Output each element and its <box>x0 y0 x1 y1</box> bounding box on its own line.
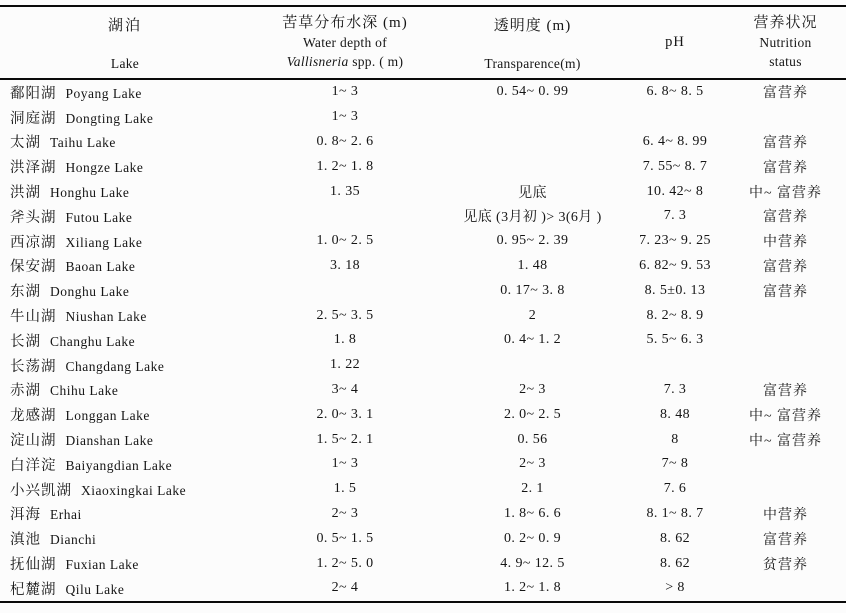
nutrition-status-value: 中~ 富营养 <box>748 433 823 449</box>
lake-name-en: Chihu Lake <box>50 383 119 399</box>
nutrition-status-value: 富营养 <box>763 532 808 548</box>
water-depth-value: 1. 5~ 2. 1 <box>316 431 374 447</box>
header-transparence <box>440 6 625 79</box>
transparence-value: 见底 (3月初 )> 3(6月 ) <box>463 210 602 226</box>
table-row <box>0 79 846 105</box>
lake-name-cell <box>0 526 250 551</box>
lake-name-en: Niushan Lake <box>65 309 147 325</box>
lake-name-cn: 长湖 <box>10 333 41 350</box>
transparence-value: 0. 54~ 0. 99 <box>496 84 569 100</box>
water-depth-value: 1~ 3 <box>331 456 359 472</box>
ph-value: 8. 5±0. 13 <box>644 282 706 298</box>
water-depth-value: 2~ 3 <box>331 505 359 521</box>
header-depth-cn: 苦草分布水深 (m) <box>282 15 408 31</box>
table-row <box>0 551 846 576</box>
transparence-value: 4. 9~ 12. 5 <box>500 555 565 571</box>
water-depth-value: 1. 2~ 5. 0 <box>316 555 374 571</box>
header-water-depth <box>250 6 440 79</box>
nutrition-status-value: 中~ 富营养 <box>748 185 823 201</box>
ph-value: 7. 3 <box>663 381 687 397</box>
table-row <box>0 105 846 130</box>
lake-name-cell <box>0 353 250 378</box>
water-depth-value: 1. 0~ 2. 5 <box>316 233 374 249</box>
lake-name-en: Honghu Lake <box>50 185 130 201</box>
lake-name-en: Qilu Lake <box>65 581 125 597</box>
table-row <box>0 154 846 179</box>
table-row <box>0 204 846 229</box>
transparence-value: 2 <box>528 307 537 323</box>
transparence-value: 见底 <box>518 185 547 201</box>
transparence-value: 0. 95~ 2. 39 <box>496 233 569 249</box>
lake-name-cell <box>0 229 250 254</box>
lake-name-cell <box>0 154 250 179</box>
water-depth-value: 1. 5 <box>333 481 357 497</box>
table-body <box>0 79 846 602</box>
header-depth-en1: Water depth of <box>302 35 388 50</box>
nutrition-status-value: 富营养 <box>763 284 808 300</box>
lake-name-en: Erhai <box>50 507 82 523</box>
table-row <box>0 526 846 551</box>
ph-value: 7~ 8 <box>661 456 689 472</box>
nutrition-status-value: 中~ 富营养 <box>748 408 823 424</box>
table-row <box>0 452 846 477</box>
transparence-value <box>440 130 625 155</box>
lake-name-cn: 牛山湖 <box>10 309 57 326</box>
header-nutrition-en1: Nutrition <box>759 35 812 50</box>
transparence-value: 1. 8~ 6. 6 <box>503 505 562 521</box>
lake-name-cn: 西凉湖 <box>10 234 57 251</box>
lake-name-en: Xiaoxingkai Lake <box>81 482 187 498</box>
table-row <box>0 179 846 204</box>
lake-name-en: Baoan Lake <box>65 259 136 275</box>
lake-name-en: Dianchi <box>50 532 97 548</box>
nutrition-status-value <box>725 353 846 378</box>
lake-name-cell <box>0 452 250 477</box>
table-row <box>0 130 846 155</box>
table-row <box>0 254 846 279</box>
ph-value: 7. 55~ 8. 7 <box>642 158 708 174</box>
lake-name-cn: 洱海 <box>10 507 41 524</box>
lake-name-cell <box>0 576 250 602</box>
lake-name-cn: 滇池 <box>10 532 41 549</box>
transparence-value <box>440 105 625 130</box>
lake-name-en: Hongze Lake <box>65 160 144 176</box>
lake-name-cn: 白洋淀 <box>10 457 57 474</box>
nutrition-status-value: 富营养 <box>763 210 808 226</box>
ph-value: 8. 2~ 8. 9 <box>646 307 704 323</box>
lake-name-cn: 龙感湖 <box>10 408 57 425</box>
lake-name-cn: 淀山湖 <box>10 433 57 450</box>
ph-value: 8. 62 <box>660 555 690 571</box>
table-row <box>0 303 846 328</box>
lake-name-cell <box>0 130 250 155</box>
header-nutrition-en2: status <box>769 54 802 69</box>
lake-name-en: Longgan Lake <box>65 408 150 424</box>
transparence-value: 2~ 3 <box>519 456 546 472</box>
header-nutrition <box>725 6 846 79</box>
ph-value: > 8 <box>665 580 685 596</box>
ph-value <box>625 353 725 378</box>
lake-name-cn: 长荡湖 <box>10 358 57 375</box>
transparence-value <box>440 154 625 179</box>
transparence-value: 2. 0~ 2. 5 <box>503 406 562 422</box>
nutrition-status-value <box>725 328 846 353</box>
header-nutrition-cn: 营养状况 <box>753 15 818 31</box>
lake-name-en: Dianshan Lake <box>65 433 154 449</box>
ph-value: 8. 48 <box>660 406 690 422</box>
transparence-value: 1. 48 <box>517 257 548 273</box>
lake-name-cell <box>0 427 250 452</box>
transparence-value: 0. 4~ 1. 2 <box>503 332 562 348</box>
lake-name-cell <box>0 79 250 105</box>
header-row <box>0 6 846 79</box>
ph-value: 5. 5~ 6. 3 <box>646 332 704 348</box>
water-depth-value <box>250 204 440 229</box>
lake-name-cn: 东湖 <box>10 284 41 301</box>
water-depth-value: 0. 8~ 2. 6 <box>316 133 374 149</box>
transparence-value: 1. 2~ 1. 8 <box>503 580 562 596</box>
lake-name-cn: 洞庭湖 <box>10 110 57 127</box>
lake-name-cn: 小兴凯湖 <box>10 482 72 499</box>
nutrition-status-value: 中营养 <box>763 235 808 251</box>
lake-name-cell <box>0 254 250 279</box>
water-depth-value: 1. 35 <box>330 183 360 199</box>
ph-value: 7. 23~ 9. 25 <box>639 233 711 249</box>
lake-name-cn: 杞麓湖 <box>10 581 57 598</box>
lake-name-cn: 赤湖 <box>10 383 41 400</box>
ph-value: 6. 8~ 8. 5 <box>646 84 704 100</box>
lake-name-cn: 太湖 <box>10 135 41 152</box>
water-depth-value: 2~ 4 <box>331 580 359 596</box>
table-row <box>0 353 846 378</box>
table-row <box>0 402 846 427</box>
water-depth-value: 3~ 4 <box>331 381 359 397</box>
lake-name-cn: 保安湖 <box>10 259 57 276</box>
header-lake-cn: 湖泊 <box>107 17 142 34</box>
ph-value: 7. 3 <box>663 208 687 224</box>
ph-value: 8. 1~ 8. 7 <box>646 505 704 521</box>
header-transparence-en: Transparence(m) <box>484 55 581 71</box>
nutrition-status-value <box>725 303 846 328</box>
nutrition-status-value <box>725 576 846 602</box>
nutrition-status-value: 贫营养 <box>763 557 808 573</box>
water-depth-value: 1. 22 <box>330 357 360 373</box>
lake-name-en: Poyang Lake <box>65 85 142 101</box>
lake-name-cell <box>0 477 250 502</box>
ph-value: 7. 6 <box>663 481 687 497</box>
ph-value: 6. 82~ 9. 53 <box>639 257 711 273</box>
ph-value: 8 <box>671 431 679 447</box>
table-row <box>0 229 846 254</box>
transparence-value: 2. 1 <box>521 481 544 497</box>
lake-name-en: Changdang Lake <box>65 358 165 374</box>
transparence-value <box>440 353 625 378</box>
water-depth-value: 1~ 3 <box>331 109 359 125</box>
lake-name-en: Donghu Lake <box>50 284 130 300</box>
lake-name-cell <box>0 378 250 403</box>
lake-name-cn: 鄱阳湖 <box>10 85 57 102</box>
lakes-table <box>0 5 846 603</box>
water-depth-value: 3. 18 <box>330 257 360 273</box>
nutrition-status-value <box>725 477 846 502</box>
nutrition-status-value: 富营养 <box>763 86 808 102</box>
ph-value <box>625 105 725 130</box>
nutrition-status-value <box>725 105 846 130</box>
water-depth-value: 0. 5~ 1. 5 <box>316 530 374 546</box>
transparence-value: 0. 2~ 0. 9 <box>503 530 562 546</box>
header-depth-en2: Vallisneria spp. ( m) <box>286 54 404 69</box>
ph-value: 10. 42~ 8 <box>646 183 704 199</box>
water-depth-value: 1. 8 <box>333 332 357 348</box>
lake-name-cell <box>0 105 250 130</box>
lake-name-en: Fuxian Lake <box>65 557 139 573</box>
transparence-value: 0. 56 <box>517 431 548 447</box>
nutrition-status-value: 中营养 <box>763 507 808 523</box>
lake-name-cell <box>0 328 250 353</box>
lake-name-en: Xiliang Lake <box>65 234 143 250</box>
table-row <box>0 328 846 353</box>
transparence-value: 0. 17~ 3. 8 <box>500 282 565 298</box>
table-row <box>0 502 846 527</box>
header-ph-label: pH <box>665 34 685 50</box>
lake-name-cell <box>0 402 250 427</box>
table-row <box>0 576 846 602</box>
lake-name-en: Changhu Lake <box>50 333 136 349</box>
lake-name-cell <box>0 179 250 204</box>
lake-name-cell <box>0 278 250 303</box>
water-depth-value: 2. 0~ 3. 1 <box>316 406 374 422</box>
nutrition-status-value <box>725 452 846 477</box>
table-row <box>0 477 846 502</box>
lake-name-cell <box>0 303 250 328</box>
table-header <box>0 6 846 79</box>
table-row <box>0 378 846 403</box>
lake-name-en: Baiyangdian Lake <box>65 457 173 473</box>
lake-name-en: Dongting Lake <box>65 110 154 126</box>
header-ph <box>625 6 725 79</box>
lake-name-cn: 抚仙湖 <box>10 557 57 574</box>
water-depth-value: 2. 5~ 3. 5 <box>316 307 374 323</box>
table-row <box>0 427 846 452</box>
lake-name-cn: 洪泽湖 <box>10 160 57 177</box>
table-row <box>0 278 846 303</box>
header-lake <box>0 6 250 79</box>
lake-name-cell <box>0 204 250 229</box>
ph-value: 6. 4~ 8. 99 <box>642 133 708 149</box>
nutrition-status-value: 富营养 <box>763 135 808 151</box>
ph-value: 8. 62 <box>660 530 690 546</box>
water-depth-value: 1~ 3 <box>331 84 359 100</box>
lake-name-cn: 斧头湖 <box>10 209 57 226</box>
lake-name-en: Futou Lake <box>65 209 133 225</box>
nutrition-status-value: 富营养 <box>763 383 808 399</box>
lake-name-cell <box>0 502 250 527</box>
nutrition-status-value: 富营养 <box>763 259 808 275</box>
lake-name-cn: 洪湖 <box>10 185 41 202</box>
header-transparence-cn: 透明度 (m) <box>493 17 572 34</box>
transparence-value: 2~ 3 <box>519 381 546 397</box>
water-depth-value <box>250 278 440 303</box>
nutrition-status-value: 富营养 <box>763 160 808 176</box>
lake-name-en: Taihu Lake <box>50 135 116 151</box>
water-depth-value: 1. 2~ 1. 8 <box>316 158 374 174</box>
lake-name-cell <box>0 551 250 576</box>
header-lake-en: Lake <box>110 55 140 71</box>
